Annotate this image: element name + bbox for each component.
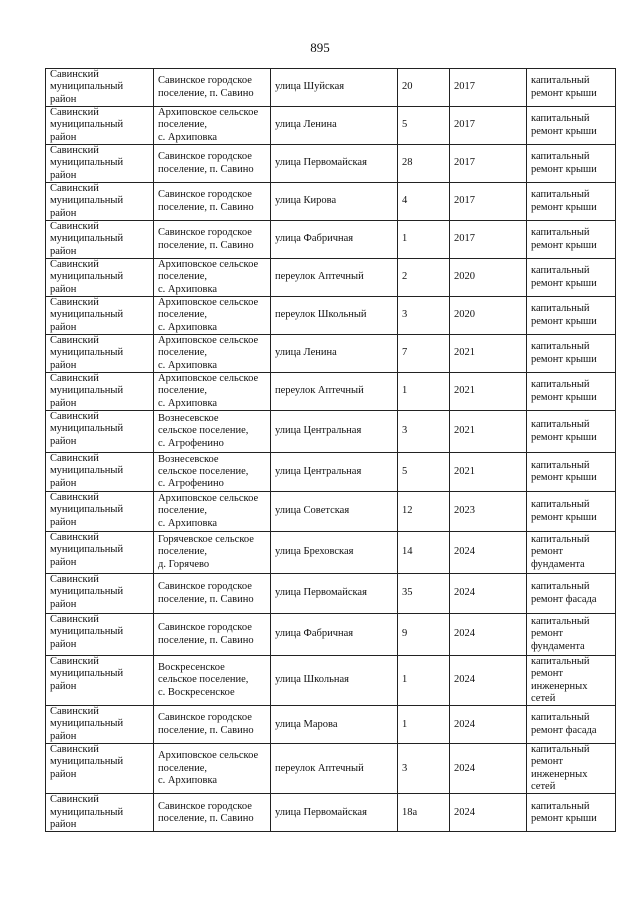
settlement-cell: Савинское городское поселение, п. Савино [154,183,271,221]
year-cell: 2017 [450,145,527,183]
house-number-cell: 1 [398,221,450,259]
table-row [46,574,616,614]
district-cell: Савинский муниципальный район [46,183,154,221]
table-row [46,411,616,453]
settlement-cell: Савинское городское поселение, п. Савино [154,794,271,832]
district-cell: Савинский муниципальный район [46,107,154,145]
year-cell: 2024 [450,794,527,832]
house-number-cell: 35 [398,574,450,614]
year-cell: 2020 [450,297,527,335]
table-row [46,744,616,794]
house-number-cell: 1 [398,373,450,411]
settlement-cell: Архиповское сельское поселение, с. Архиповка [154,297,271,335]
district-cell: Савинский муниципальный район [46,574,154,614]
year-cell: 2024 [450,574,527,614]
table-row [46,453,616,492]
settlement-cell: Савинское городское поселение, п. Савино [154,614,271,656]
year-cell: 2024 [450,744,527,794]
settlement-cell: Архиповское сельское поселение, с. Архиповка [154,744,271,794]
district-cell: Савинский муниципальный район [46,373,154,411]
work-type-cell: капитальный ремонт крыши [527,297,616,335]
year-cell: 2024 [450,532,527,574]
settlement-cell: Архиповское сельское поселение, с. Архиповка [154,373,271,411]
settlement-cell: Вознесевское сельское поселение, с. Агрофенино [154,453,271,492]
house-number-cell: 28 [398,145,450,183]
year-cell: 2017 [450,69,527,107]
year-cell: 2024 [450,614,527,656]
work-type-cell: капитальный ремонт крыши [527,183,616,221]
street-cell: переулок Аптечный [271,373,398,411]
year-cell: 2024 [450,706,527,744]
table-row [46,532,616,574]
street-cell: улица Ленина [271,107,398,145]
street-cell: улица Первомайская [271,574,398,614]
house-number-cell: 3 [398,297,450,335]
table-row [46,107,616,145]
table-row [46,259,616,297]
work-type-cell: капитальный ремонт крыши [527,453,616,492]
work-type-cell: капитальный ремонт крыши [527,492,616,532]
year-cell: 2021 [450,453,527,492]
table-row [46,183,616,221]
work-type-cell: капитальный ремонт инженерных сетей [527,656,616,706]
house-number-cell: 5 [398,107,450,145]
work-type-cell: капитальный ремонт инженерных сетей [527,744,616,794]
house-number-cell: 14 [398,532,450,574]
year-cell: 2021 [450,335,527,373]
district-cell: Савинский муниципальный район [46,794,154,832]
house-number-cell: 3 [398,411,450,453]
table-row [46,335,616,373]
street-cell: улица Фабричная [271,614,398,656]
house-number-cell: 5 [398,453,450,492]
settlement-cell: Архиповское сельское поселение, с. Архиповка [154,259,271,297]
year-cell: 2020 [450,259,527,297]
work-type-cell: капитальный ремонт крыши [527,221,616,259]
district-cell: Савинский муниципальный район [46,706,154,744]
table-row [46,614,616,656]
settlement-cell: Савинское городское поселение, п. Савино [154,574,271,614]
work-type-cell: капитальный ремонт крыши [527,145,616,183]
street-cell: улица Фабричная [271,221,398,259]
house-number-cell: 12 [398,492,450,532]
district-cell: Савинский муниципальный район [46,411,154,453]
table-row [46,221,616,259]
street-cell: переулок Аптечный [271,259,398,297]
table-row [46,145,616,183]
work-type-cell: капитальный ремонт крыши [527,794,616,832]
district-cell: Савинский муниципальный район [46,297,154,335]
work-type-cell: капитальный ремонт крыши [527,69,616,107]
work-type-cell: капитальный ремонт крыши [527,259,616,297]
street-cell: переулок Аптечный [271,744,398,794]
house-number-cell: 2 [398,259,450,297]
district-cell: Савинский муниципальный район [46,744,154,794]
year-cell: 2017 [450,183,527,221]
street-cell: улица Бреховская [271,532,398,574]
work-type-cell: капитальный ремонт фасада [527,574,616,614]
settlement-cell: Архиповское сельское поселение, с. Архиповка [154,335,271,373]
house-number-cell: 9 [398,614,450,656]
work-type-cell: капитальный ремонт крыши [527,107,616,145]
street-cell: улица Первомайская [271,794,398,832]
year-cell: 2017 [450,221,527,259]
district-cell: Савинский муниципальный район [46,614,154,656]
page-number: 895 [310,40,330,55]
table-row [46,656,616,706]
work-type-cell: капитальный ремонт крыши [527,335,616,373]
table-row [46,492,616,532]
district-cell: Савинский муниципальный район [46,492,154,532]
work-type-cell: капитальный ремонт фасада [527,706,616,744]
year-cell: 2021 [450,411,527,453]
house-number-cell: 18а [398,794,450,832]
repair-schedule-table [45,68,616,832]
house-number-cell: 1 [398,706,450,744]
year-cell: 2023 [450,492,527,532]
street-cell: переулок Школьный [271,297,398,335]
table-row [46,794,616,832]
settlement-cell: Архиповское сельское поселение, с. Архиповка [154,492,271,532]
work-type-cell: капитальный ремонт фундамента [527,614,616,656]
settlement-cell: Савинское городское поселение, п. Савино [154,69,271,107]
table-row [46,706,616,744]
district-cell: Савинский муниципальный район [46,259,154,297]
table-row [46,69,616,107]
street-cell: улица Шуйская [271,69,398,107]
house-number-cell: 7 [398,335,450,373]
year-cell: 2017 [450,107,527,145]
district-cell: Савинский муниципальный район [46,453,154,492]
street-cell: улица Кирова [271,183,398,221]
district-cell: Савинский муниципальный район [46,532,154,574]
settlement-cell: Савинское городское поселение, п. Савино [154,221,271,259]
street-cell: улица Ленина [271,335,398,373]
district-cell: Савинский муниципальный район [46,69,154,107]
work-type-cell: капитальный ремонт фундамента [527,532,616,574]
year-cell: 2021 [450,373,527,411]
district-cell: Савинский муниципальный район [46,335,154,373]
street-cell: улица Центральная [271,411,398,453]
settlement-cell: Горячевское сельское поселение, д. Горячево [154,532,271,574]
work-type-cell: капитальный ремонт крыши [527,411,616,453]
settlement-cell: Архиповское сельское поселение, с. Архиповка [154,107,271,145]
street-cell: улица Центральная [271,453,398,492]
street-cell: улица Советская [271,492,398,532]
table-row [46,373,616,411]
house-number-cell: 4 [398,183,450,221]
district-cell: Савинский муниципальный район [46,145,154,183]
year-cell: 2024 [450,656,527,706]
district-cell: Савинский муниципальный район [46,221,154,259]
house-number-cell: 1 [398,656,450,706]
work-type-cell: капитальный ремонт крыши [527,373,616,411]
house-number-cell: 3 [398,744,450,794]
house-number-cell: 20 [398,69,450,107]
street-cell: улица Марова [271,706,398,744]
settlement-cell: Савинское городское поселение, п. Савино [154,706,271,744]
street-cell: улица Школьная [271,656,398,706]
settlement-cell: Савинское городское поселение, п. Савино [154,145,271,183]
district-cell: Савинский муниципальный район [46,656,154,706]
settlement-cell: Вознесевское сельское поселение, с. Агрофенино [154,411,271,453]
table-row [46,297,616,335]
street-cell: улица Первомайская [271,145,398,183]
settlement-cell: Воскресенское сельское поселение, с. Воскресенское [154,656,271,706]
